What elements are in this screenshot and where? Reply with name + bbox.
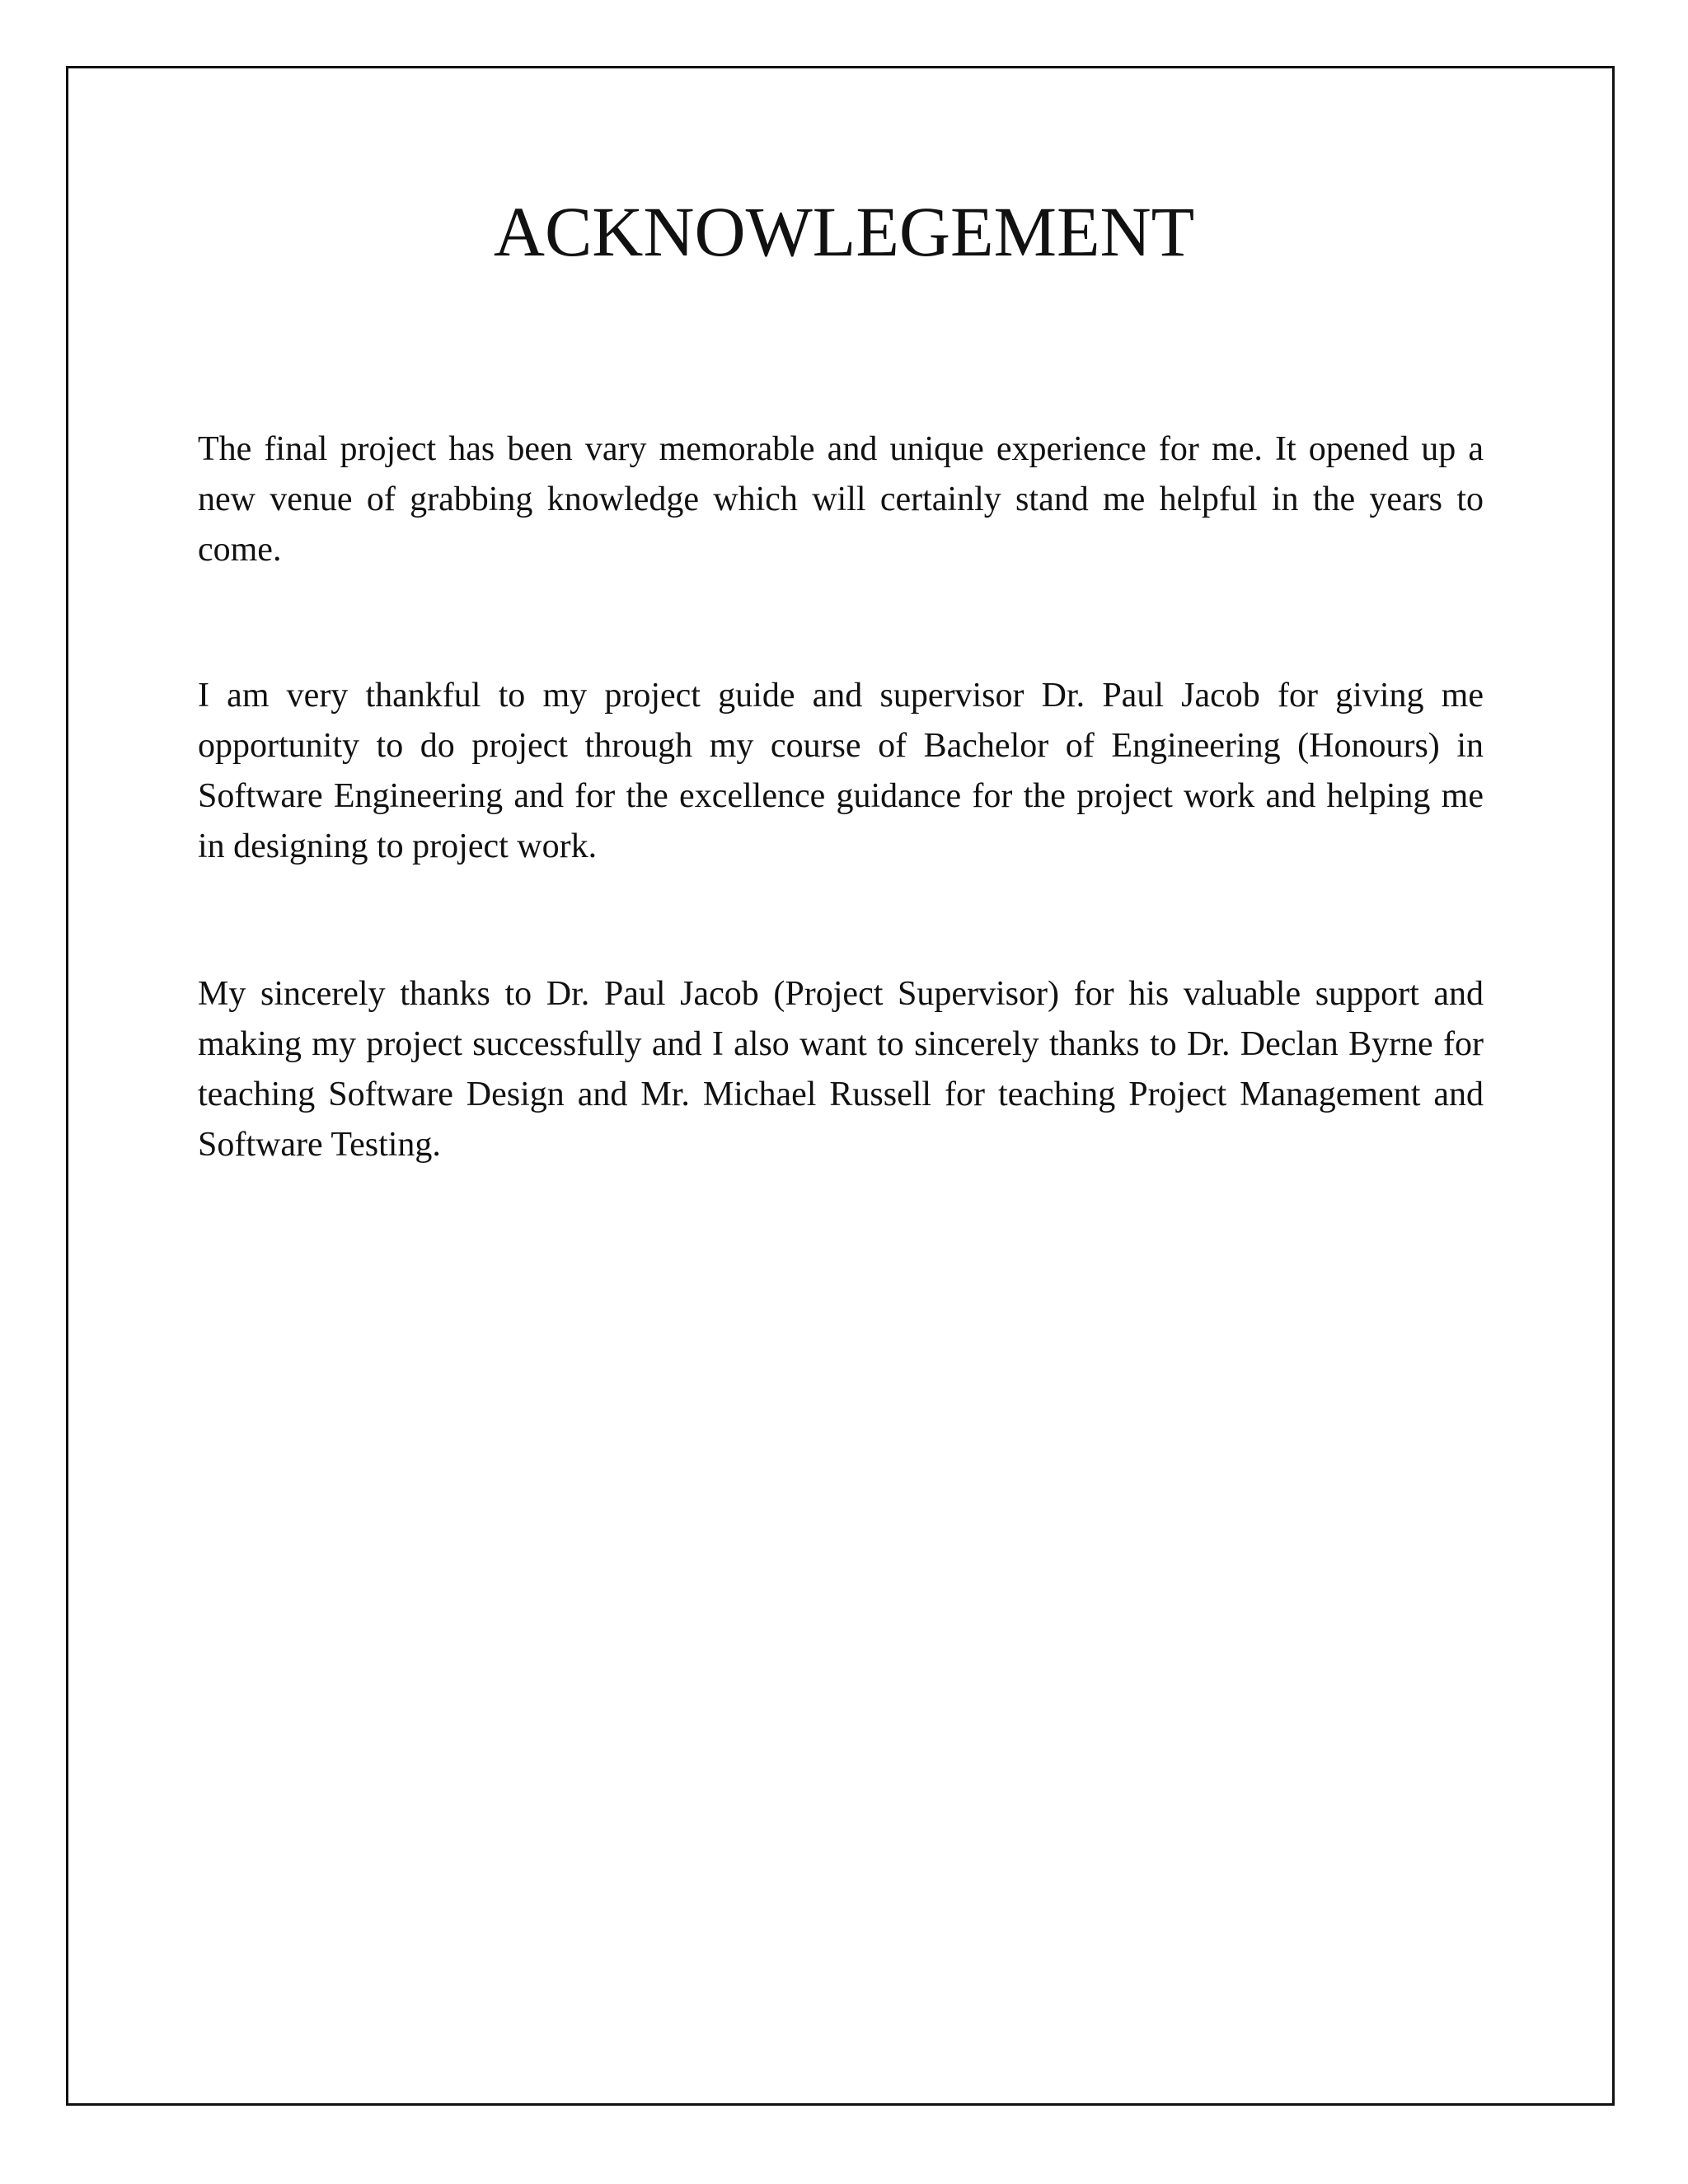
paragraph-thanks-teachers: My sincerely thanks to Dr. Paul Jacob (Project Supervisor) for his valuable support and making my project successfully and I also want to sincerely thanks to Dr. Declan Byrne for teaching Software Design and Mr. Michael Russell for teaching Project Management and Software Testing.	[198, 975, 1484, 1164]
page-title: ACKNOWLEGEMENT	[493, 192, 1195, 271]
paragraph-thanks-guide: I am very thankful to my project guide and supervisor Dr. Paul Jacob for giving me opportunity to do project through my course of Bachelor of Engineering (Honours) in Software Engineering and for the excellence guidance for the project work and helping me in designing to project work.	[198, 677, 1484, 865]
paragraph-intro: The final project has been vary memorable and unique experience for me. It opened up a new venue of grabbing knowledge which will certainly stand me helpful in the years to come.	[198, 430, 1484, 569]
